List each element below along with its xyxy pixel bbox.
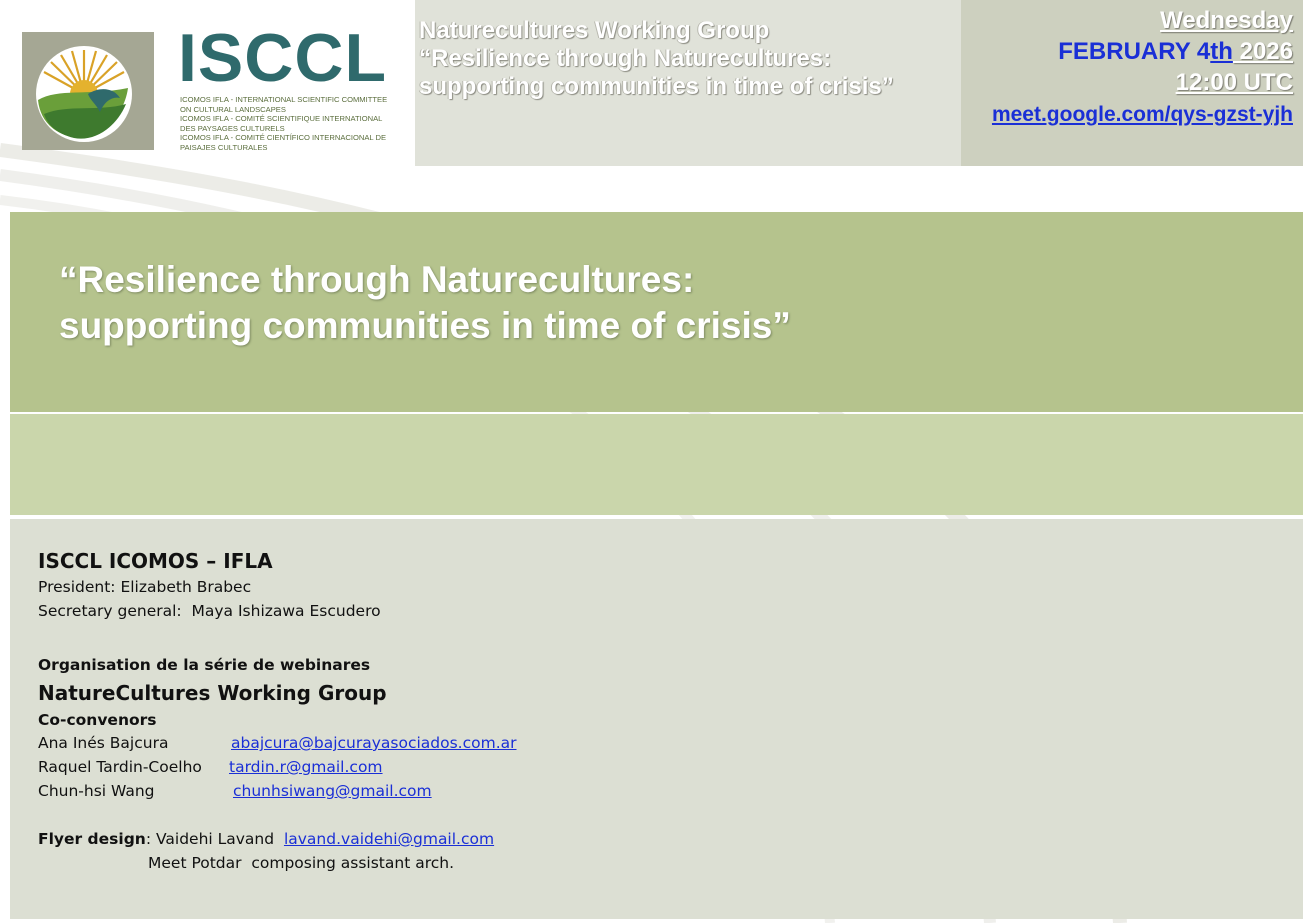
isccl-logo-icon (28, 38, 146, 148)
event-time: 12:00 UTC (1175, 69, 1293, 96)
sub-band (10, 414, 1303, 515)
org-title: ISCCL ICOMOS – IFLA (38, 549, 273, 573)
assistant-line: Meet Potdar composing assistant arch. (148, 854, 455, 872)
event-month-day: FEBRUARY 4 (1058, 38, 1211, 65)
banner-title-line: supporting communities in time of crisis” (59, 305, 791, 346)
event-year: 2026 (1232, 38, 1293, 65)
banner-title-line: “Resilience through Naturecultures: (59, 259, 695, 300)
convenor-row (38, 755, 494, 779)
flyer-designer: : Vaidehi Lavand (145, 830, 284, 848)
logo-subtitle-line: ICOMOS IFLA - COMITÉ SCIENTIFIQUE INTERNATIONAL (180, 114, 383, 124)
event-date (992, 36, 1293, 67)
header-title-line: Naturecultures Working Group (419, 17, 770, 44)
credits (38, 547, 517, 875)
header-title-line: “Resilience through Naturecultures: (419, 45, 832, 72)
group-name: NatureCultures Working Group (38, 681, 387, 705)
convenor-email[interactable]: tardin.r@gmail.com (229, 758, 383, 776)
header-title-line: supporting communities in time of crisis” (419, 73, 894, 100)
logo-subtitle-line: DES PAYSAGES CULTURELS (180, 123, 285, 133)
logo-subtitle-line: ICOMOS IFLA - INTERNATIONAL SCIENTIFIC COMMITTEE (180, 95, 388, 104)
convenor-row (38, 731, 517, 755)
logo-subtitle (180, 95, 410, 153)
convenor-name: Ana Inés Bajcura (38, 734, 169, 752)
logo-wordmark: ISCCL (178, 20, 387, 96)
flyer-design-line (38, 827, 494, 851)
president: President: Elizabeth Brabec (38, 578, 252, 596)
logo-subtitle-line: ON CULTURAL LANDSCAPES (180, 104, 286, 114)
header-title (419, 17, 894, 101)
convenor-row (38, 779, 494, 803)
series-label: Organisation de la série de webinares (38, 656, 371, 674)
convenor-email[interactable]: abajcura@bajcurayasociados.com.ar (231, 734, 517, 752)
event-day: Wednesday (1160, 7, 1293, 34)
meeting-link[interactable]: meet.google.com/qys-gzst-yjh (991, 103, 1293, 126)
event-ordinal: th (1210, 38, 1233, 65)
logo-subtitle-line: ICOMOS IFLA - COMITÉ CIENTÍFICO INTERNACIONAL DE (180, 133, 387, 143)
convenor-name: Raquel Tardin-Coelho (38, 758, 202, 776)
flyer-label: Flyer design (38, 830, 146, 848)
convenor-name: Chun-hsi Wang (38, 782, 155, 800)
secretary-general: Secretary general: Maya Ishizawa Escudero (38, 602, 381, 620)
convenor-email[interactable]: chunhsiwang@gmail.com (233, 782, 432, 800)
event-info (992, 5, 1293, 130)
banner-title (59, 257, 791, 349)
coconvenors-label: Co-convenors (38, 711, 157, 729)
logo-subtitle-line: PAISAJES CULTURALES (180, 142, 268, 152)
flyer-email[interactable]: lavand.vaidehi@gmail.com (283, 830, 495, 848)
